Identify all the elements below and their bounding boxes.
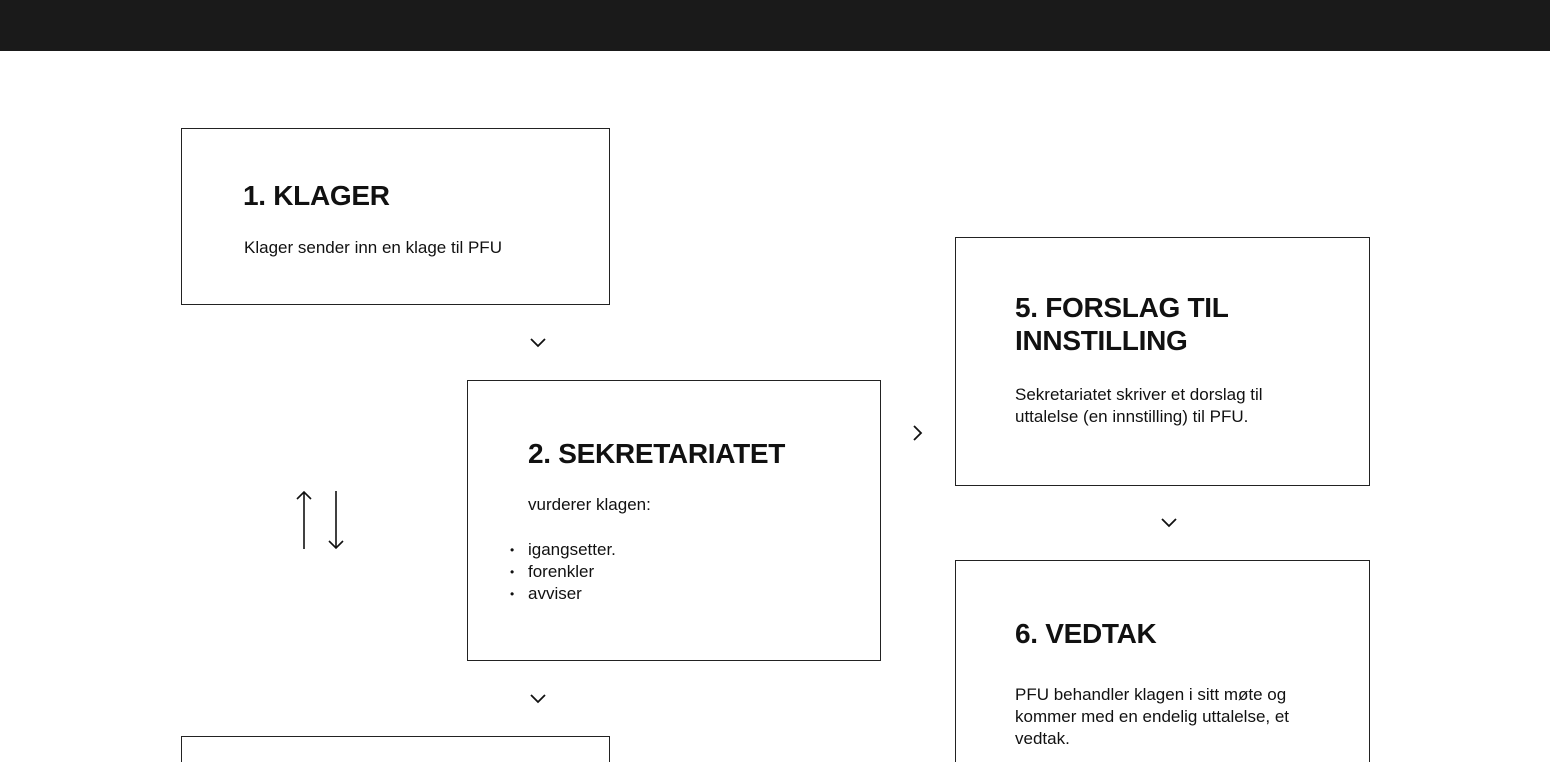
step-text: vurderer klagen: <box>528 495 651 514</box>
chevron-right-icon <box>911 424 923 442</box>
action-list <box>510 539 616 605</box>
chevron-down-icon <box>529 336 547 348</box>
step-text: Klager sender inn en klage til PFU <box>244 238 502 257</box>
list-item: • forenkler <box>510 562 595 581</box>
top-bar <box>0 0 1550 51</box>
step-box-forslag-til-innstilling <box>955 237 1370 486</box>
bullet: • <box>510 543 515 557</box>
step-title: 5. FORSLAG TIL INNSTILLING <box>1015 292 1229 356</box>
step-text: PFU behandler klagen i sitt møte og kommer med en endelig uttalelse, et vedtak. <box>1015 685 1290 748</box>
step-title: 1. KLAGER <box>243 180 390 211</box>
step-box-klager <box>181 128 610 305</box>
step-title: 2. SEKRETARIATET <box>528 438 786 469</box>
step-title: 6. VEDTAK <box>1015 618 1157 649</box>
chevron-down-icon <box>1160 516 1178 528</box>
bullet: • <box>510 587 515 601</box>
step-box-sekretariatet <box>467 380 881 661</box>
step-text: Sekretariatet skriver et dorslag til uttalelse (en innstilling) til PFU. <box>1015 385 1263 426</box>
step-box-vedtak <box>955 560 1370 762</box>
chevron-down-icon <box>529 692 547 704</box>
bullet: • <box>510 565 515 579</box>
up-down-arrows-icon <box>294 488 348 554</box>
list-item: • avviser <box>510 584 582 603</box>
list-item: • igangsetter. <box>510 540 616 559</box>
step-box-3 <box>181 736 610 762</box>
